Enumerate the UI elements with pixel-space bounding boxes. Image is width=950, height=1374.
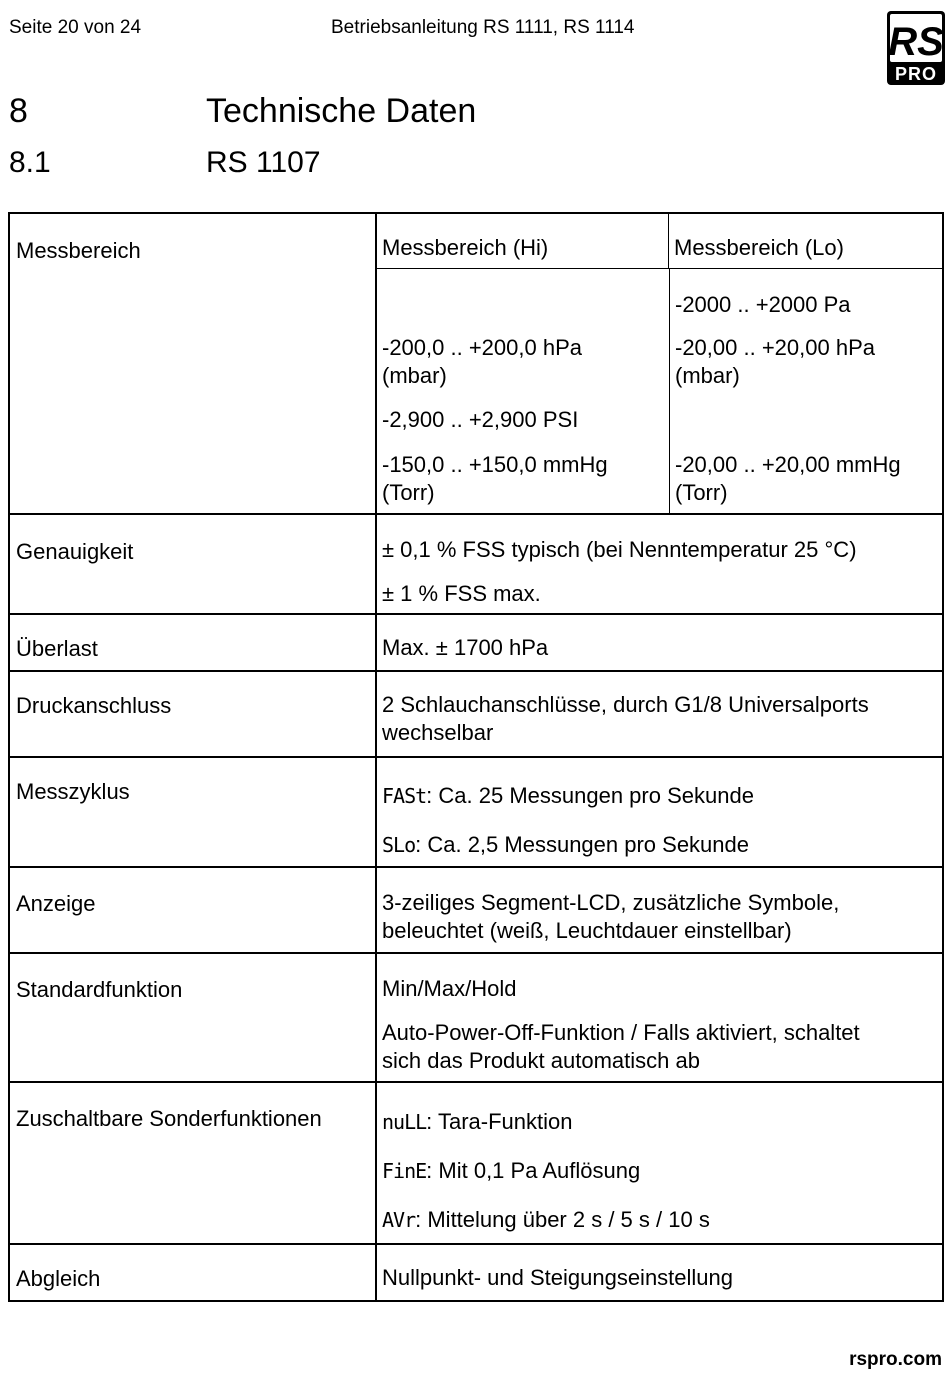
row-anzeige: Anzeige 3-zeiliges Segment-LCD, zusätzliche Symbole, beleuchtet (weiß, Leuchtdauer einstellbar): [8, 866, 944, 952]
row-standardfunktion: Standardfunktion Min/Max/Hold Auto-Power-Off-Funktion / Falls aktiviert, schaltet sich das Produkt automatisch ab: [8, 952, 944, 1081]
column-header-lo: Messbereich (Lo): [674, 235, 844, 260]
row-genauigkeit: Genauigkeit ± 0,1 % FSS typisch (bei Nenntemperatur 25 °C) ± 1 % FSS max.: [8, 513, 944, 613]
lcd-avr-symbol: AVr: [382, 1208, 416, 1232]
range-lo-cell: -2000 .. +2000 Pa -20,00 .. +20,00 hPa (mbar) -20,00 .. +20,00 mmHg (Torr): [675, 292, 901, 505]
document-title: Betriebsanleitung RS 1111, RS 1114: [331, 17, 635, 38]
lcd-fast-symbol: FASt: [382, 784, 427, 808]
section-title: Technische Daten: [206, 92, 477, 130]
section-number: 8: [9, 92, 28, 130]
spec-table: [8, 212, 944, 1302]
lcd-slo-symbol: SLo: [382, 833, 416, 857]
footer-url: rspro.com: [849, 1349, 942, 1370]
lcd-null-symbol: nuLL: [382, 1110, 427, 1134]
svg-text:PRO: PRO: [894, 64, 938, 84]
row-ueberlast: Überlast Max. ± 1700 hPa: [8, 613, 944, 670]
rs-pro-logo: [886, 10, 946, 86]
row-messbereich: [8, 212, 944, 513]
subsection-title: RS 1107: [206, 146, 321, 179]
svg-text:RS: RS: [888, 20, 944, 64]
page-number: Seite 20 von 24: [9, 17, 142, 38]
range-hi-cell: -200,0 .. +200,0 hPa (mbar) -2,900 .. +2,900 PSI -150,0 .. +150,0 mmHg (Torr): [377, 269, 670, 513]
row-druckanschluss: Druckanschluss 2 Schlauchanschlüsse, durch G1/8 Universalports wechselbar: [8, 670, 944, 756]
row-label: Messbereich: [10, 214, 377, 513]
column-header-hi: Messbereich (Hi): [377, 214, 669, 268]
row-messzyklus: Messzyklus FASt: Ca. 25 Messungen pro Sekunde SLo: Ca. 2,5 Messungen pro Sekunde: [8, 756, 944, 866]
row-abgleich: Abgleich Nullpunkt- und Steigungseinstellung: [8, 1243, 944, 1302]
subsection-number: 8.1: [9, 146, 51, 179]
lcd-fine-symbol: FinE: [382, 1159, 427, 1183]
row-sonderfunktionen: Zuschaltbare Sonderfunktionen nuLL: Tara-Funktion FinE: Mit 0,1 Pa Auflösung AVr: Mittelung über 2 s / 5 s / 10 s: [8, 1081, 944, 1243]
